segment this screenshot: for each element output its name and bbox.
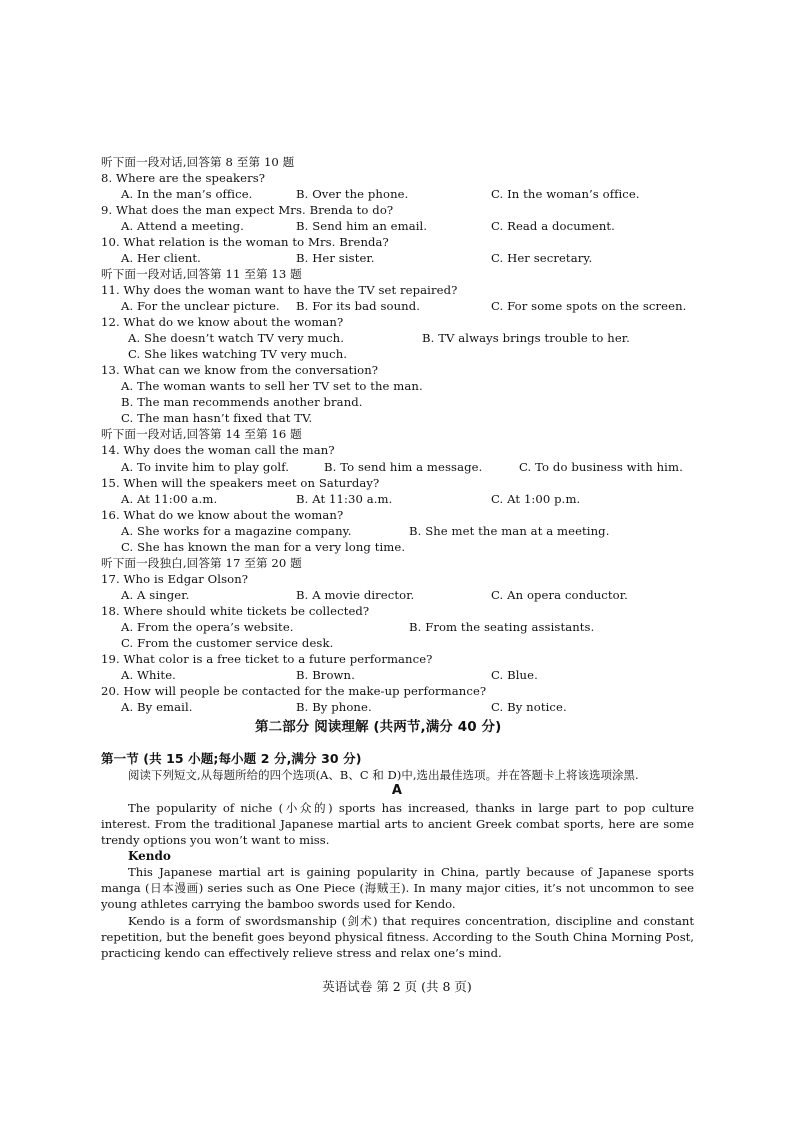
question-20-option-c: C. By notice. bbox=[491, 700, 567, 714]
question-17-option-c: C. An opera conductor. bbox=[491, 588, 628, 602]
question-9-stem: 9. What does the man expect Mrs. Brenda to do? bbox=[101, 203, 394, 217]
question-20-option-b: B. By phone. bbox=[296, 700, 372, 714]
question-12-option-a: A. She doesn’t watch TV very much. bbox=[128, 331, 345, 345]
section-one-title: 第一节 (共 15 小题;每小题 2 分,满分 30 分) bbox=[101, 751, 362, 766]
question-11-option-a: A. For the unclear picture. bbox=[121, 299, 280, 313]
question-13-option-c: C. The man hasn’t fixed that TV. bbox=[121, 411, 313, 425]
page-footer: 英语试卷 第 2 页 (共 8 页) bbox=[322, 979, 472, 994]
question-19-stem: 19. What color is a free ticket to a future performance? bbox=[101, 652, 433, 666]
question-19-option-c: C. Blue. bbox=[491, 668, 538, 682]
passage-paragraph-1: The popularity of niche (小众的) sports has increased, thanks in large part to pop culture interest. From the traditional Japanese martial arts to ancient Greek combat sports, here are some trendy options you won’t want to miss. bbox=[101, 801, 694, 847]
question-9-option-a: A. Attend a meeting. bbox=[121, 219, 244, 233]
section-heading-14-16: 听下面一段对话,回答第 14 至第 16 题 bbox=[101, 427, 302, 441]
passage-subheading: Kendo bbox=[128, 849, 171, 863]
question-14-option-a: A. To invite him to play golf. bbox=[121, 460, 290, 474]
question-8-option-b: B. Over the phone. bbox=[296, 187, 409, 201]
question-17-option-a: A. A singer. bbox=[121, 588, 190, 602]
question-18-stem: 18. Where should white tickets be collected? bbox=[101, 604, 370, 618]
question-16-stem: 16. What do we know about the woman? bbox=[101, 508, 344, 522]
question-10-option-c: C. Her secretary. bbox=[491, 251, 593, 265]
question-19-option-a: A. White. bbox=[121, 668, 176, 682]
question-9-option-c: C. Read a document. bbox=[491, 219, 615, 233]
question-14-stem: 14. Why does the woman call the man? bbox=[101, 443, 335, 457]
question-16-option-c: C. She has known the man for a very long time. bbox=[121, 540, 406, 554]
question-12-option-b: B. TV always brings trouble to her. bbox=[422, 331, 630, 345]
question-17-option-b: B. A movie director. bbox=[296, 588, 415, 602]
question-8-option-c: C. In the woman’s office. bbox=[491, 187, 640, 201]
question-15-stem: 15. When will the speakers meet on Saturday? bbox=[101, 476, 380, 490]
question-13-stem: 13. What can we know from the conversation? bbox=[101, 363, 379, 377]
question-12-option-c: C. She likes watching TV very much. bbox=[128, 347, 348, 361]
question-19-option-b: B. Brown. bbox=[296, 668, 355, 682]
question-10-stem: 10. What relation is the woman to Mrs. Brenda? bbox=[101, 235, 389, 249]
question-15-option-b: B. At 11:30 a.m. bbox=[296, 492, 393, 506]
question-8-option-a: A. In the man’s office. bbox=[121, 187, 253, 201]
passage-label: A bbox=[391, 783, 403, 798]
question-13-option-b: B. The man recommends another brand. bbox=[121, 395, 363, 409]
question-15-option-a: A. At 11:00 a.m. bbox=[121, 492, 218, 506]
question-14-option-b: B. To send him a message. bbox=[324, 460, 483, 474]
question-10-option-a: A. Her client. bbox=[121, 251, 201, 265]
question-17-stem: 17. Who is Edgar Olson? bbox=[101, 572, 249, 586]
question-12-stem: 12. What do we know about the woman? bbox=[101, 315, 344, 329]
question-8-stem: 8. Where are the speakers? bbox=[101, 171, 266, 185]
question-9-option-b: B. Send him an email. bbox=[296, 219, 428, 233]
question-18-option-a: A. From the opera’s website. bbox=[121, 620, 294, 634]
question-11-option-c: C. For some spots on the screen. bbox=[491, 299, 687, 313]
question-16-option-b: B. She met the man at a meeting. bbox=[409, 524, 610, 538]
section-heading-8-10: 听下面一段对话,回答第 8 至第 10 题 bbox=[101, 155, 295, 169]
section-heading-11-13: 听下面一段对话,回答第 11 至第 13 题 bbox=[101, 267, 302, 281]
question-15-option-c: C. At 1:00 p.m. bbox=[491, 492, 581, 506]
question-13-option-a: A. The woman wants to sell her TV set to the man. bbox=[121, 379, 423, 393]
question-14-option-c: C. To do business with him. bbox=[519, 460, 683, 474]
part-two-title: 第二部分 阅读理解 (共两节,满分 40 分) bbox=[255, 719, 502, 735]
question-20-stem: 20. How will people be contacted for the make-up performance? bbox=[101, 684, 487, 698]
question-18-option-c: C. From the customer service desk. bbox=[121, 636, 334, 650]
question-11-option-b: B. For its bad sound. bbox=[296, 299, 421, 313]
question-18-option-b: B. From the seating assistants. bbox=[409, 620, 595, 634]
question-20-option-a: A. By email. bbox=[121, 700, 193, 714]
passage-paragraph-2: This Japanese martial art is gaining popularity in China, partly because of Japanese sports manga (日本漫画) series such as One Piece (海贼王). In many major cities, it’s not uncommon to see young athletes carrying the bamboo swords used for Kendo. bbox=[101, 865, 694, 911]
question-11-stem: 11. Why does the woman want to have the TV set repaired? bbox=[101, 283, 458, 297]
passage-paragraph-3: Kendo is a form of swordsmanship (剑术) that requires concentration, discipline and constant repetition, but the benefit goes beyond physical fitness. According to the South China Morning Post, practicing kendo can effectively relieve stress and relax one’s mind. bbox=[101, 914, 694, 960]
section-heading-17-20: 听下面一段独白,回答第 17 至第 20 题 bbox=[101, 556, 302, 570]
reading-instruction: 阅读下列短文,从每题所给的四个选项(A、B、C 和 D)中,选出最佳选项。并在答题卡上将该选项涂黑. bbox=[128, 768, 639, 782]
question-10-option-b: B. Her sister. bbox=[296, 251, 375, 265]
question-16-option-a: A. She works for a magazine company. bbox=[121, 524, 352, 538]
